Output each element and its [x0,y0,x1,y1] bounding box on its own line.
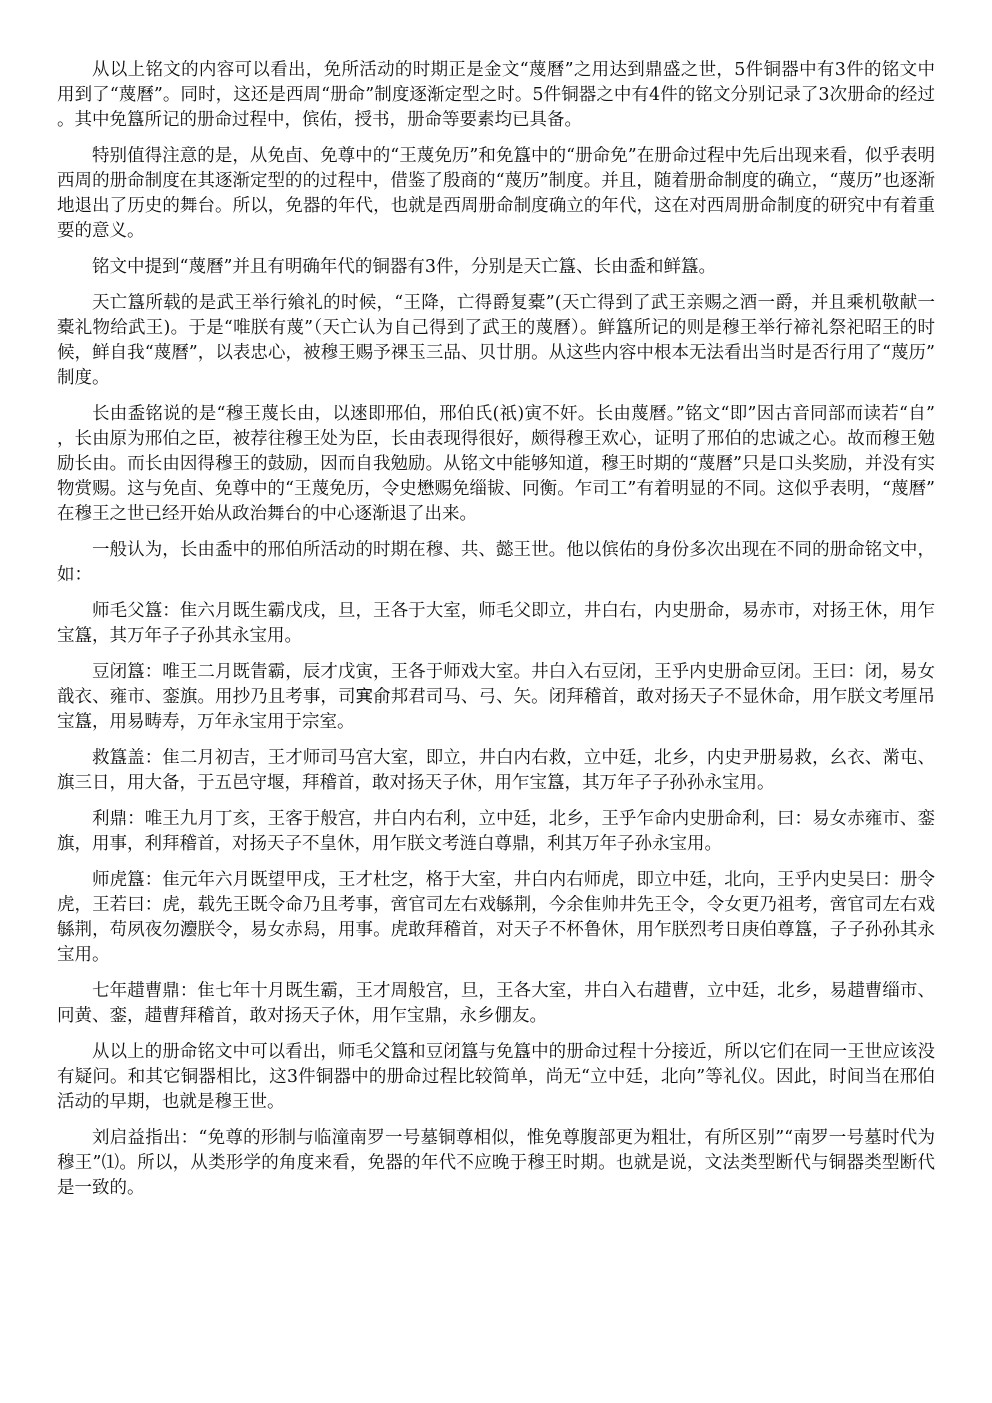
document-page [57,58,935,1212]
paragraph-teibie-zhide-zhuyi: 特别值得注意的是，从免卣、免尊中的“王蔑免历”和免簋中的“册命免”在册命过程中先后出现来看，似乎表明西周的册命制度在其逐渐定型的的过程中，借鉴了殷商的“蔑历”制度。并且，随着册命制度的确立，“蔑历”也逐渐地退出了历史的舞台。所以，免器的年代，也就是西周册命制度确立的年代，这在对西周册命制度的研究中有着重要的意义。 [57,146,935,241]
paragraph-sanjian-tongqi: 铭文中提到“蔑曆”并且有明确年代的铜器有3件，分别是天亡簋、长由盉和鲜簋。 [92,257,717,277]
paragraph-ceming-bijiao: 从以上的册命铭文中可以看出，师毛父簋和豆闭簋与免簋中的册命过程十分接近，所以它们在同一王世应该没有疑问。和其它铜器相比，这3件铜器中的册命过程比较简单，尚无“立中廷，北向”等礼仪。因此，时间当在邢伯活动的早期，也就是穆王世。 [57,1042,935,1112]
paragraph-xingbo-shiqi: 一般认为，长由盉中的邢伯所活动的时期在穆、共、懿王世。他以傧佑的身份多次出现在不同的册命铭文中，如： [57,540,935,585]
paragraph-qinian-qucao-ding: 七年趞曹鼎：隹七年十月既生霸，王才周般宫，旦，王各大室，井白入右趞曹，立中廷，北乡，易趞曹缁市、冋黄、銮，趞曹拜稽首，敢对扬天子休，用乍宝鼎，永乡倗友。 [57,981,935,1026]
paragraph-doubi-gui: 豆闭簋：唯王二月既眚霸，辰才戊寅，王各于师戏大室。井白入右豆闭，王乎内史册命豆闭。王曰：闭，易女戠衣、雍市、銮旗。用抄乃且考事，司𡨄俞邦君司马、弓、矢。闭拜稽首，敢对扬天子不显休命，用乍朕文考厘吊宝簋，用易畴寿，万年永宝用于宗室。 [57,662,935,732]
paragraph-mingwen-neirong: 从以上铭文的内容可以看出，免所活动的时期正是金文“蔑曆”之用达到鼎盛之世，5件铜器中有3件的铭文中用到了“蔑曆”。同时，这还是西周“册命”制度逐渐定型之时。5件铜器之中有4件的铭文分别记录了3次册命的经过。其中免簋所记的册命过程中，傧佑，授书，册命等要素均已具备。 [57,60,935,130]
paragraph-changyou-he: 长由盉铭说的是“穆王蔑长由，以逨即邢伯，邢伯氏(祇)寅不奸。长由蔑曆。”铭文“即”因古音同部而读若“自”，长由原为邢伯之臣，被荐往穆王处为臣，长由表现得很好，颇得穆王欢心，证明了邢伯的忠诚之心。故而穆王勉励长由。而长由因得穆王的鼓励，因而自我勉励。从铭文中能够知道，穆王时期的“蔑曆”只是口头奖励，并没有实物赏赐。这与免卣、免尊中的“王蔑免历，令史懋赐免缁韨、冋衡。乍司工”有着明显的不同。这似乎表明，“蔑曆”在穆王之世已经开始从政治舞台的中心逐渐退了出来。 [57,404,935,524]
paragraph-liu-qiyi: 刘启益指出：“免尊的形制与临潼南罗一号墓铜尊相似，惟免尊腹部更为粗壮，有所区别”“南罗一号墓时代为穆王”⑴。所以，从类形学的角度来看，免器的年代不应晚于穆王时期。也就是说，文法类型断代与铜器类型断代是一致的。 [57,1128,935,1198]
paragraph-jiu-guigai: 救簋盖：隹二月初吉，王才师司马宫大室，即立，井白内右救，立中廷，北乡，内史尹册易救，幺衣、黹屯、旗三日，用大备，于五邑守堰，拜稽首，敢对扬天子休，用乍宝簋，其万年子子孙孙永宝用。 [57,748,935,793]
paragraph-shihu-gui: 师虎簋：隹元年六月既望甲戌，王才杜㝎，格于大室，井白内右师虎，即立中廷，北向，王乎内史吴曰：册令虎，王若曰：虎，载先王既令命乃且考事，啻官司左右戏緐荆，今余隹帅井先王令，令女更乃祖考，啻官司左右戏緐荆，苟夙夜勿灋朕令，易女赤舄，用事。虎敢拜稽首，对天子不杯鲁休，用乍朕烈考日庚伯尊簋，子子孙孙其永宝用。 [57,870,935,965]
paragraph-li-ding: 利鼎：唯王九月丁亥，王客于般宫，井白内右利，立中廷，北乡，王乎乍命内史册命利，曰：易女赤雍市、銮旗，用事，利拜稽首，对扬天子不皇休，用乍朕文考涟白尊鼎，利其万年子孙永宝用。 [57,809,935,854]
paragraph-tianwang-gui: 天亡簋所载的是武王举行飨礼的时候，“王降，亡得爵复橐”(天亡得到了武王亲赐之酒一爵，并且乘机敬献一橐礼物给武王)。于是“唯朕有蔑”（天亡认为自己得到了武王的蔑曆）。鲜簋所记的则是穆王举行禘礼祭祀昭王的时候，鲜自我“蔑曆”，以表忠心，被穆王赐予祼玉三品、贝廿朋。从这些内容中根本无法看出当时是否行用了“蔑历”制度。 [57,293,935,388]
paragraph-shimaofu-gui: 师毛父簋：隹六月既生霸戊戌，旦，王各于大室，师毛父即立，井白右，内史册命，易赤市，对扬王休，用乍宝簋，其万年子子孙其永宝用。 [57,601,935,646]
